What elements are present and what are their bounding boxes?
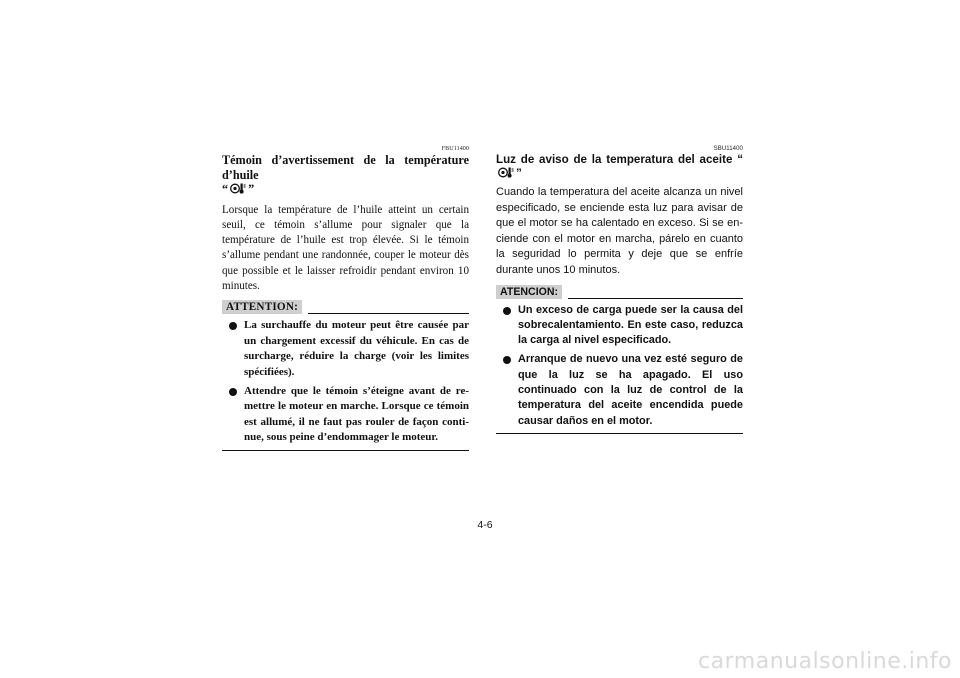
section-heading [496,153,743,181]
oil-temperature-icon [497,167,515,178]
bullet-icon [229,322,237,330]
section-end-rule [496,433,743,434]
section-heading [222,153,469,197]
warning-label: ATENCION: [496,285,562,299]
section-code: SBU11400 [713,146,743,152]
body-paragraph: Lorsque la température de l’huile atteint un certain seuil, ce témoin s’allume pour signaler que la température de l’huile est trop élevée. Si le témoin s’allume pendant une randonnée, couper le moteur dès que possible et le laisser refroidir pendant environ 10 minutes. [222,203,469,292]
warning-label: ATTENTION: [222,300,302,314]
list-item [222,318,469,380]
open-quote: “ [222,182,229,196]
warning-rule [308,313,469,314]
warning-rule [568,298,743,299]
heading-text: Témoin d’avertissement de la température d’huile [222,153,469,182]
warning-list [496,303,743,429]
list-item [496,352,743,428]
warning-header [222,299,469,314]
watermark: carmanualsonline.info [698,649,952,674]
close-quote: ” [248,182,255,196]
heading-text: Luz de aviso de la temperatura del aceite “ [496,153,743,166]
warning-list [222,318,469,445]
oil-temperature-icon [229,183,247,194]
warning-header [496,284,743,299]
bullet-icon [503,307,511,315]
section-end-rule [222,450,469,451]
list-item [496,303,743,349]
list-item-text: La surchauffe du moteur peut être causée par un chargement excessif du véhicule. En cas de surcharge, réduire la charge (voir les limites spécifiées). [244,319,469,378]
french-column [222,145,469,451]
body-paragraph: Cuando la temperatura del aceite alcanza un nivel especificado, se enciende esta luz para avisar de que el motor se ha calentado en exceso. Si se en-ciende con el motor en marcha, párelo en cuanto la seguridad lo permita y deje que se enfríe durante unos 10 minutos. [496,186,743,276]
list-item [222,384,469,446]
close-quote: ” [516,167,522,180]
list-item-text: Un exceso de carga puede ser la causa del sobrecalentamiento. En este caso, reduzca la carga al nivel especificado. [518,303,743,347]
list-item-text: Arranque de nuevo una vez esté seguro de que la luz se ha apagado. El uso continuado con la luz de control de la temperatura del aceite encendida puede causar daños en el motor. [518,353,743,427]
section-code: FBU11400 [441,146,469,152]
bullet-icon [503,356,511,364]
list-item-text: Attendre que le témoin s’éteigne avant de re-mettre le moteur en marche. Lorsque ce témoin est allumé, il ne faut pas rouler de façon conti-nue, sous peine d’endommager le moteur. [244,384,469,444]
page-number: 4-6 [477,519,493,531]
bullet-icon [229,388,237,396]
spanish-column [496,145,743,434]
